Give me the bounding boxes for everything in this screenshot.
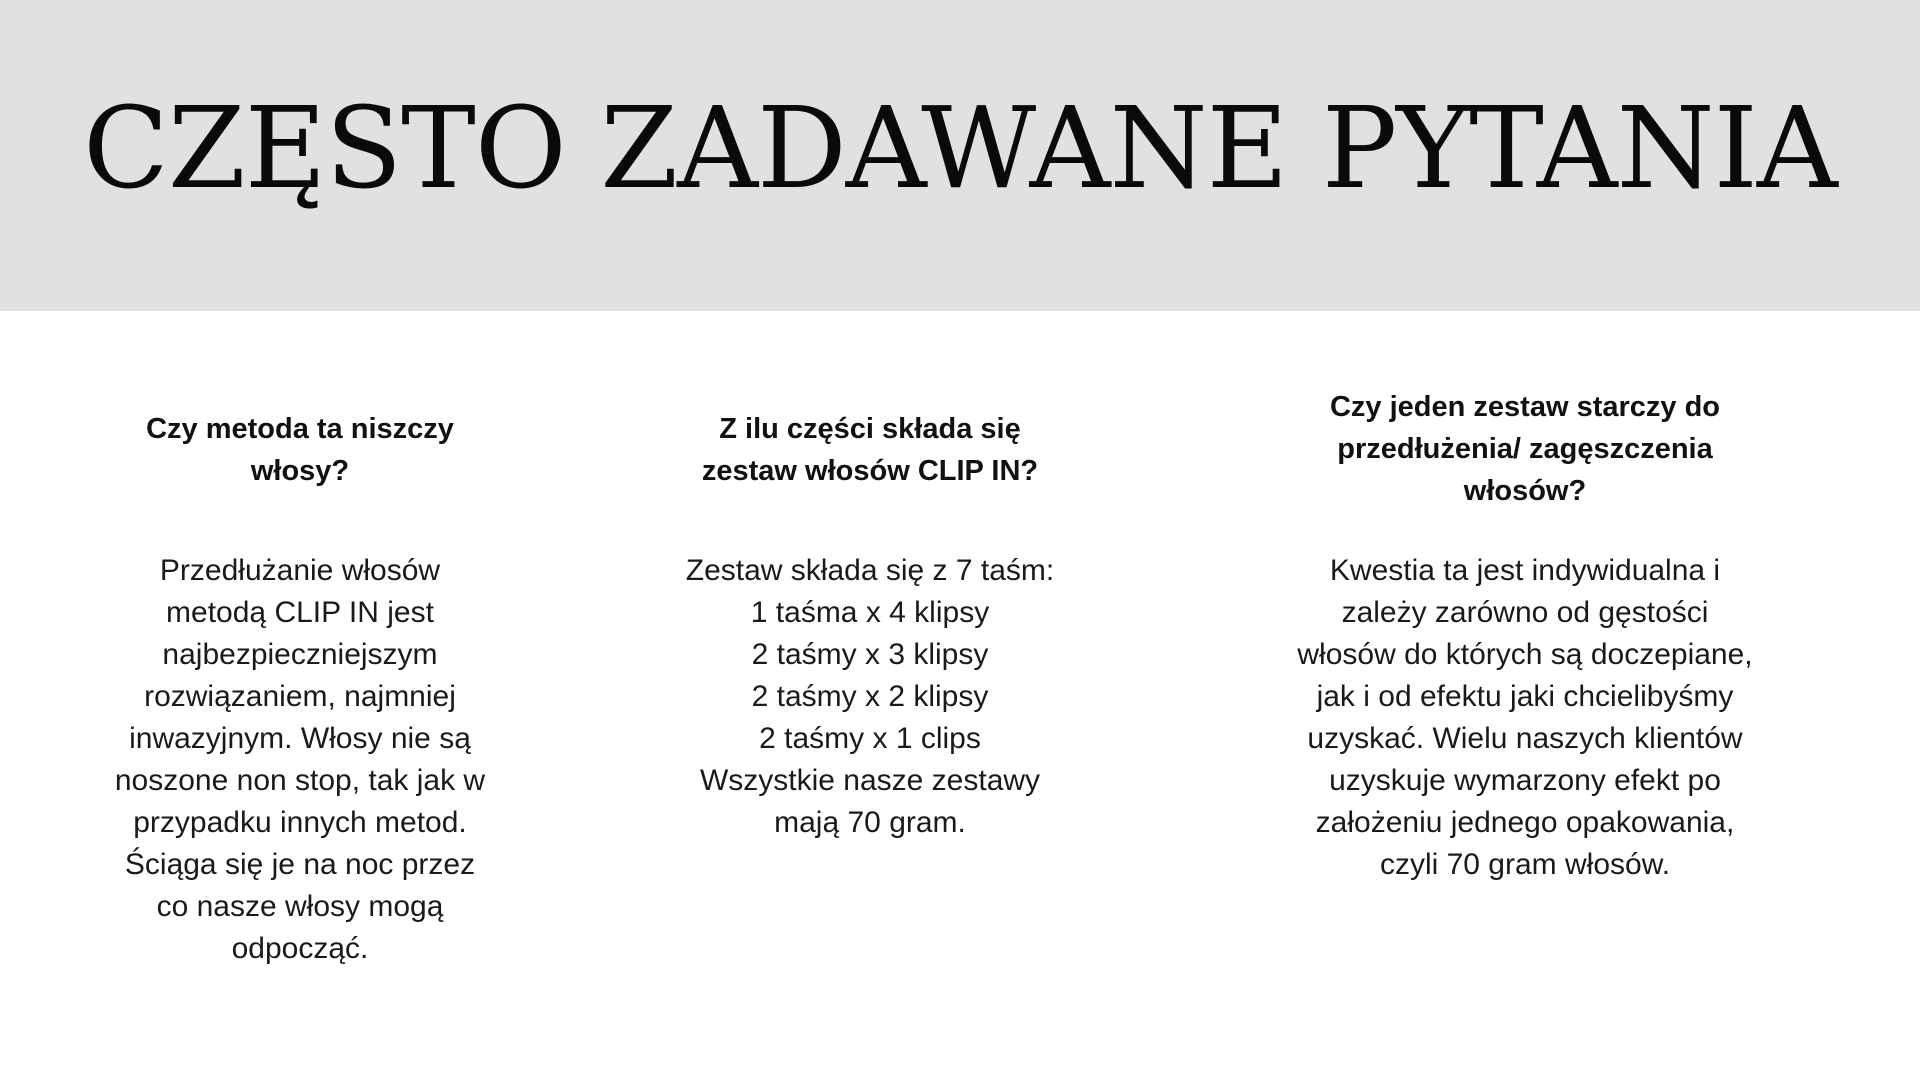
faq-question xyxy=(60,408,540,492)
answer-line: co nasze włosy mogą xyxy=(156,890,444,923)
answer-line: przypadku innych metod. xyxy=(133,806,467,839)
faq-question xyxy=(620,408,1120,492)
faq-answer xyxy=(1245,550,1805,886)
answer-line: najbezpieczniejszym xyxy=(162,638,438,671)
faq-answer xyxy=(620,550,1120,844)
answer-line: założeniu jednego opakowania, xyxy=(1315,806,1735,839)
answer-line: mają 70 gram. xyxy=(774,806,966,839)
question-line: Czy jeden zestaw starczy do xyxy=(1329,391,1721,423)
answer-line: Ściąga się je na noc przez xyxy=(124,848,476,881)
answer-line: włosów do których są doczepiane, xyxy=(1297,638,1753,671)
question-line: włosów? xyxy=(1463,475,1587,507)
answer-line: uzyskuje wymarzony efekt po xyxy=(1329,764,1721,797)
answer-line: odpocząć. xyxy=(231,932,369,965)
page-title: CZĘSTO ZADAWANE PYTANIA xyxy=(83,84,1837,214)
answer-line: rozwiązaniem, najmniej xyxy=(144,680,456,713)
question-line: zestaw włosów CLIP IN? xyxy=(701,455,1039,487)
answer-line: uzyskać. Wielu naszych klientów xyxy=(1307,722,1743,755)
answer-line: inwazyjnym. Włosy nie są xyxy=(129,722,471,755)
question-line: Z ilu części składa się xyxy=(719,413,1021,445)
answer-line: Kwestia ta jest indywidualna i xyxy=(1329,554,1721,587)
question-line: Czy metoda ta niszczy xyxy=(146,413,454,445)
answer-line: 2 taśmy x 3 klipsy xyxy=(751,638,989,671)
answer-line: Przedłużanie włosów xyxy=(159,554,441,587)
answer-line: 2 taśmy x 2 klipsy xyxy=(751,680,989,713)
answer-line: zależy zarówno od gęstości xyxy=(1341,596,1709,629)
answer-line: 1 taśma x 4 klipsy xyxy=(750,596,990,629)
question-line: włosy? xyxy=(250,455,350,487)
answer-line: 2 taśmy x 1 clips xyxy=(759,722,981,755)
faq-answer xyxy=(60,550,540,970)
faq-question xyxy=(1245,386,1805,512)
answer-line: jak i od efektu jaki chcielibyśmy xyxy=(1316,680,1734,713)
answer-line: noszone non stop, tak jak w xyxy=(114,764,486,797)
question-line: przedłużenia/ zagęszczenia xyxy=(1337,433,1713,465)
answer-line: czyli 70 gram włosów. xyxy=(1379,848,1671,881)
answer-line: Zestaw składa się z 7 taśm: xyxy=(685,554,1055,587)
answer-line: metodą CLIP IN jest xyxy=(166,596,434,629)
answer-line: Wszystkie nasze zestawy xyxy=(699,764,1041,797)
